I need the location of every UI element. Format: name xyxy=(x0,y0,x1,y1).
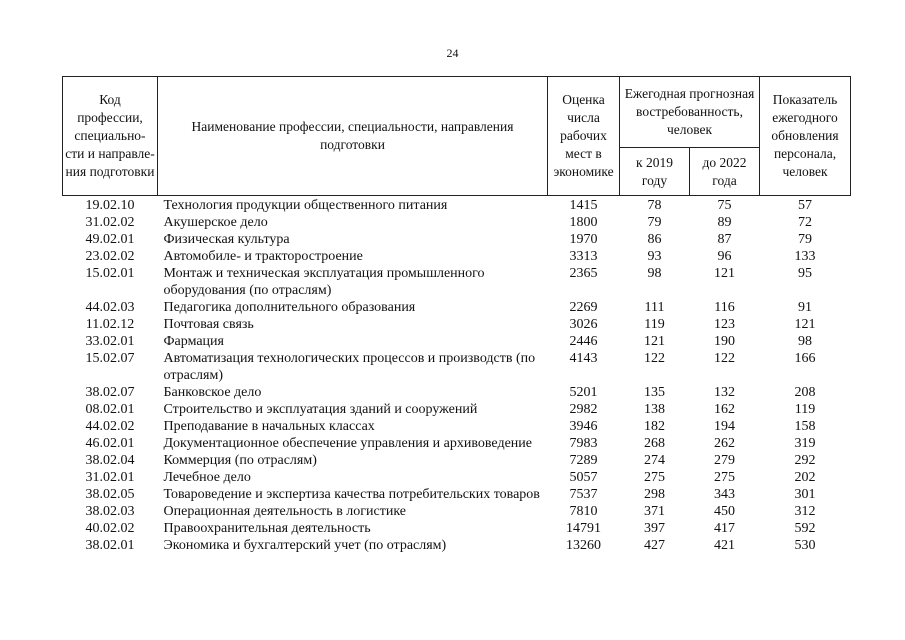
table-row xyxy=(63,231,851,248)
cell-code: 38.02.07 xyxy=(85,385,135,400)
cell-estimate: 14791 xyxy=(566,521,601,536)
cell-estimate: 7810 xyxy=(569,504,598,519)
table-row xyxy=(63,248,851,265)
cell-name: Акушерское дело xyxy=(163,215,268,230)
cell-demand-2019: 79 xyxy=(647,215,662,230)
cell-demand-2022: 121 xyxy=(714,266,735,281)
page-number: 24 xyxy=(446,46,459,60)
header-renewal: Показатель ежегодного обновления персонала, человек xyxy=(760,77,851,196)
cell-renewal: 95 xyxy=(798,266,813,281)
table-row xyxy=(63,452,851,469)
cell-name: Физическая культура xyxy=(163,232,290,247)
cell-demand-2022: 162 xyxy=(714,402,735,417)
cell-estimate: 2982 xyxy=(569,402,598,417)
cell-renewal: 158 xyxy=(794,419,816,434)
cell-demand-2019: 427 xyxy=(644,538,665,553)
header-estimate: Оценка числа рабочих мест в экономике xyxy=(548,77,620,196)
cell-estimate: 3313 xyxy=(569,249,598,264)
table-row xyxy=(63,486,851,503)
cell-name: Фармация xyxy=(163,334,224,349)
table-row xyxy=(63,316,851,333)
cell-demand-2019: 119 xyxy=(644,317,665,332)
table-row xyxy=(63,265,851,299)
cell-demand-2019: 371 xyxy=(644,504,665,519)
cell-demand-2019: 298 xyxy=(644,487,665,502)
cell-name: Монтаж и техническая эксплуатация промышленного оборудования (по отраслям) xyxy=(163,266,485,298)
cell-demand-2019: 182 xyxy=(644,419,665,434)
cell-renewal: 121 xyxy=(794,317,816,332)
cell-estimate: 5057 xyxy=(569,470,598,485)
cell-demand-2022: 275 xyxy=(714,470,735,485)
cell-code: 38.02.01 xyxy=(85,538,135,553)
cell-estimate: 5201 xyxy=(569,385,598,400)
cell-code: 40.02.02 xyxy=(85,521,135,536)
cell-demand-2022: 343 xyxy=(714,487,735,502)
cell-demand-2022: 194 xyxy=(714,419,735,434)
cell-renewal: 301 xyxy=(794,487,816,502)
cell-code: 44.02.03 xyxy=(85,300,135,315)
cell-estimate: 7537 xyxy=(569,487,598,502)
cell-demand-2019: 138 xyxy=(644,402,665,417)
cell-estimate: 3946 xyxy=(569,419,598,434)
cell-name: Преподавание в начальных классах xyxy=(163,419,375,434)
cell-code: 38.02.03 xyxy=(85,504,135,519)
cell-estimate: 1415 xyxy=(569,198,598,213)
cell-renewal: 98 xyxy=(798,334,813,349)
cell-estimate: 2269 xyxy=(569,300,598,315)
cell-renewal: 57 xyxy=(798,198,813,213)
table-row xyxy=(63,384,851,401)
cell-demand-2019: 111 xyxy=(644,300,665,315)
cell-demand-2022: 122 xyxy=(714,351,735,366)
cell-demand-2022: 279 xyxy=(714,453,735,468)
table-row xyxy=(63,520,851,537)
cell-name: Коммерция (по отраслям) xyxy=(163,453,317,468)
cell-name: Почтовая связь xyxy=(163,317,254,332)
cell-renewal: 166 xyxy=(794,351,816,366)
cell-demand-2022: 75 xyxy=(717,198,732,213)
cell-demand-2019: 86 xyxy=(647,232,662,247)
cell-demand-2019: 78 xyxy=(647,198,662,213)
cell-name: Педагогика дополнительного образования xyxy=(163,300,416,315)
table-row xyxy=(63,401,851,418)
cell-renewal: 72 xyxy=(798,215,813,230)
cell-demand-2022: 190 xyxy=(714,334,735,349)
header-code: Код профессии, специально-сти и направле-ния подготовки xyxy=(63,77,158,196)
cell-demand-2022: 89 xyxy=(717,215,732,230)
cell-code: 15.02.01 xyxy=(85,266,135,281)
cell-code: 31.02.01 xyxy=(85,470,135,485)
cell-code: 46.02.01 xyxy=(85,436,135,451)
cell-estimate: 1970 xyxy=(569,232,598,247)
cell-renewal: 208 xyxy=(794,385,816,400)
cell-renewal: 202 xyxy=(794,470,816,485)
cell-code: 49.02.01 xyxy=(85,232,135,247)
cell-renewal: 119 xyxy=(794,402,816,417)
cell-name: Автоматизация технологических процессов и производств (по отраслям) xyxy=(163,351,536,383)
cell-estimate: 1800 xyxy=(569,215,598,230)
cell-code: 38.02.05 xyxy=(85,487,135,502)
cell-demand-2019: 275 xyxy=(644,470,665,485)
cell-renewal: 91 xyxy=(798,300,813,315)
cell-name: Лечебное дело xyxy=(163,470,251,485)
table-row xyxy=(63,503,851,520)
table-row xyxy=(63,469,851,486)
cell-renewal: 592 xyxy=(794,521,816,536)
cell-code: 31.02.02 xyxy=(85,215,135,230)
table-row xyxy=(63,196,851,215)
cell-code: 23.02.02 xyxy=(85,249,135,264)
table-row xyxy=(63,418,851,435)
cell-name: Автомобиле- и тракторостроение xyxy=(163,249,363,264)
cell-code: 15.02.07 xyxy=(85,351,135,366)
cell-renewal: 319 xyxy=(794,436,816,451)
cell-demand-2019: 121 xyxy=(644,334,665,349)
cell-name: Операционная деятельность в логистике xyxy=(163,504,407,519)
header-demand: Ежегодная прогнозная востребованность, человек xyxy=(620,77,760,148)
cell-demand-2019: 98 xyxy=(647,266,662,281)
table-row xyxy=(63,299,851,316)
cell-estimate: 7983 xyxy=(569,436,598,451)
cell-name: Правоохранительная деятельность xyxy=(163,521,371,536)
cell-demand-2019: 274 xyxy=(644,453,665,468)
cell-demand-2022: 421 xyxy=(714,538,735,553)
cell-demand-2022: 417 xyxy=(714,521,735,536)
cell-code: 44.02.02 xyxy=(85,419,135,434)
cell-code: 38.02.04 xyxy=(85,453,135,468)
cell-demand-2022: 262 xyxy=(714,436,735,451)
cell-renewal: 79 xyxy=(798,232,813,247)
cell-estimate: 3026 xyxy=(569,317,598,332)
cell-demand-2019: 397 xyxy=(644,521,665,536)
table-row xyxy=(63,214,851,231)
cell-renewal: 312 xyxy=(794,504,816,519)
cell-estimate: 2365 xyxy=(569,266,598,281)
forecast-table xyxy=(62,76,851,554)
cell-code: 19.02.10 xyxy=(85,198,135,213)
table-header xyxy=(63,77,851,196)
cell-code: 08.02.01 xyxy=(85,402,135,417)
cell-name: Технология продукции общественного питания xyxy=(163,198,448,213)
cell-name: Строительство и эксплуатация зданий и сооружений xyxy=(163,402,478,417)
cell-demand-2019: 135 xyxy=(644,385,665,400)
cell-name: Товароведение и экспертиза качества потребительских товаров xyxy=(163,487,540,502)
cell-demand-2022: 450 xyxy=(714,504,735,519)
cell-demand-2022: 116 xyxy=(714,300,735,315)
cell-estimate: 2446 xyxy=(569,334,598,349)
cell-code: 11.02.12 xyxy=(85,317,135,332)
header-demand-2022: до 2022 года xyxy=(690,148,760,196)
cell-demand-2022: 132 xyxy=(714,385,735,400)
cell-name: Банковское дело xyxy=(163,385,262,400)
cell-name: Документационное обеспечение управления и архивоведение xyxy=(163,436,532,451)
table-row xyxy=(63,350,851,384)
cell-renewal: 292 xyxy=(794,453,816,468)
cell-demand-2019: 268 xyxy=(644,436,665,451)
header-demand-2019: к 2019 году xyxy=(620,148,690,196)
header-name: Наименование профессии, специальности, направления подготовки xyxy=(158,77,548,196)
cell-demand-2022: 123 xyxy=(714,317,735,332)
cell-code: 33.02.01 xyxy=(85,334,135,349)
cell-renewal: 530 xyxy=(794,538,816,553)
cell-estimate: 4143 xyxy=(569,351,598,366)
cell-name: Экономика и бухгалтерский учет (по отраслям) xyxy=(163,538,447,553)
table-row xyxy=(63,333,851,350)
cell-demand-2022: 96 xyxy=(717,249,732,264)
table-row xyxy=(63,537,851,554)
table-row xyxy=(63,435,851,452)
cell-estimate: 13260 xyxy=(566,538,601,553)
cell-estimate: 7289 xyxy=(569,453,598,468)
cell-renewal: 133 xyxy=(794,249,816,264)
cell-demand-2022: 87 xyxy=(717,232,732,247)
table-body xyxy=(63,196,851,555)
cell-demand-2019: 93 xyxy=(647,249,662,264)
cell-demand-2019: 122 xyxy=(644,351,665,366)
